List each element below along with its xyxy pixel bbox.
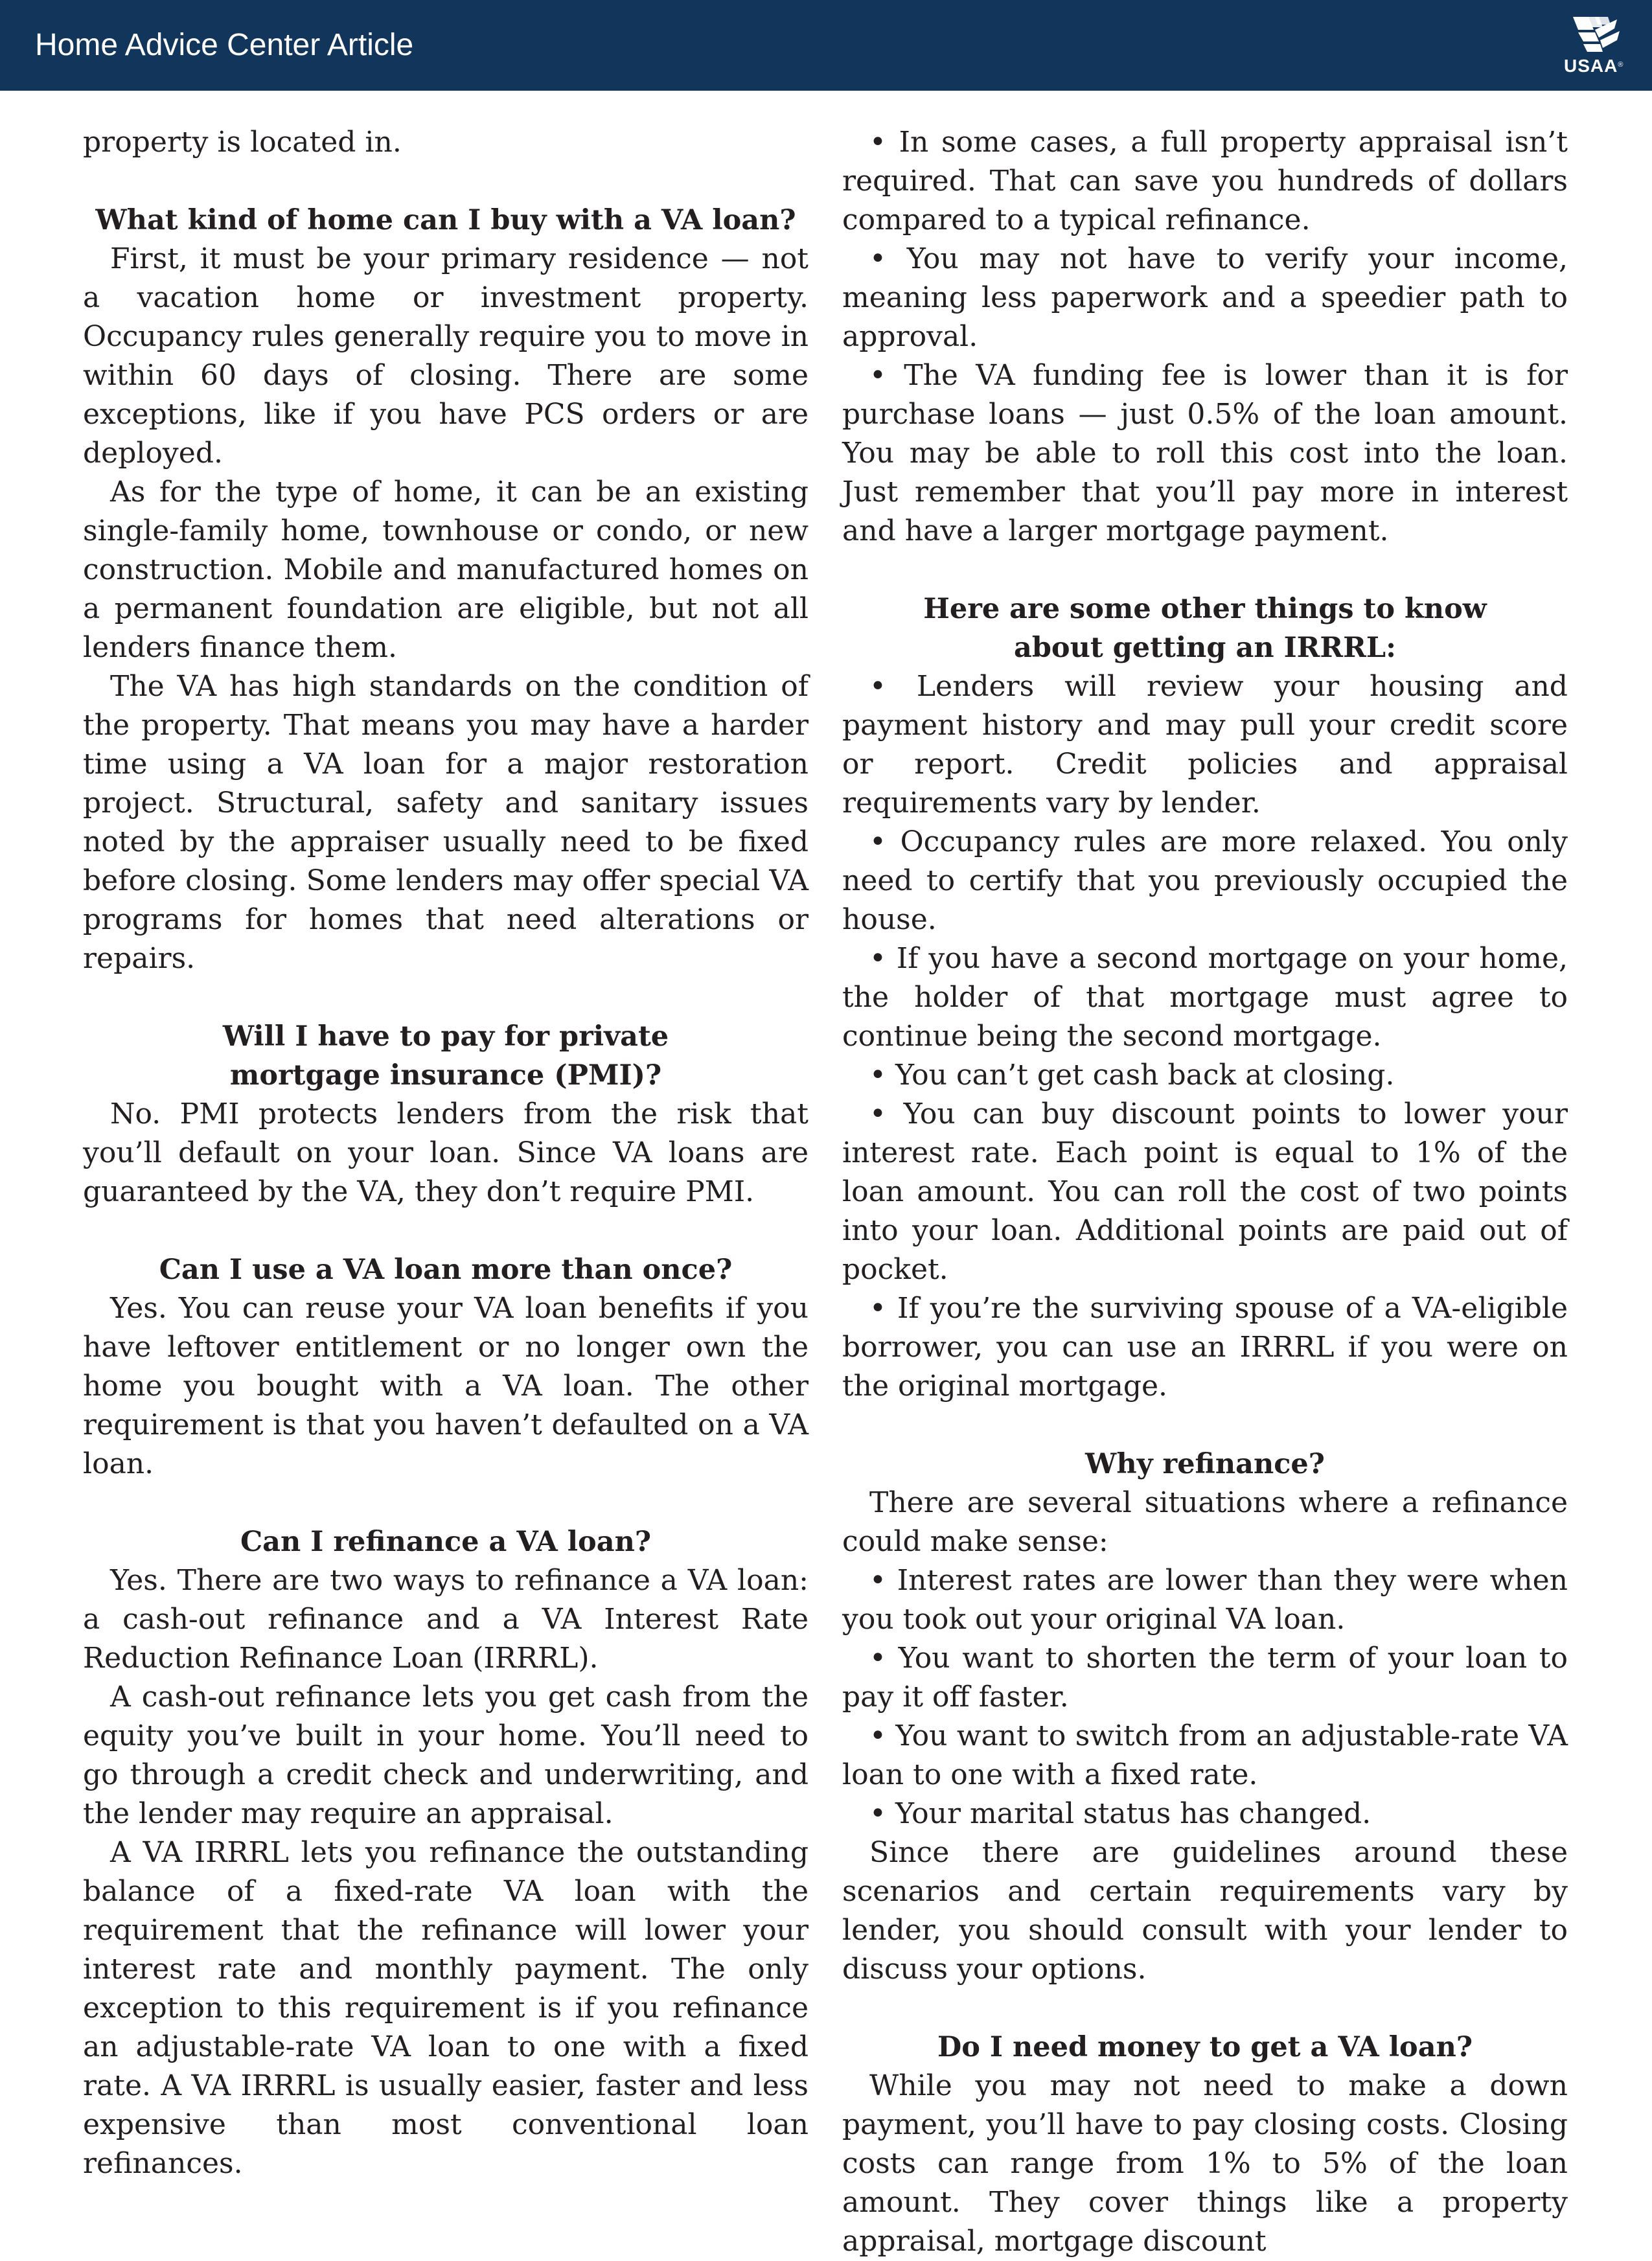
paragraph: The VA has high standards on the condition of the property. That means you may have a harder time using a VA loan for a major restoration project. Structural, safety and sanitary issues noted by the appraiser usually need to be fixed before closing. Some lenders may offer special VA programs for homes that need alterations or repairs. bbox=[83, 670, 809, 975]
section-heading: Why refinance? bbox=[1085, 1448, 1325, 1480]
bullet-item: • You can’t get cash back at closing. bbox=[842, 1056, 1568, 1095]
eagle-icon bbox=[1569, 14, 1621, 54]
heading-line: Will I have to pay for private bbox=[222, 1020, 669, 1053]
registered-mark: ® bbox=[1618, 61, 1624, 69]
bullet-item: • If you have a second mortgage on your home, the holder of that mortgage must agree to continue being the second mortgage. bbox=[842, 939, 1568, 1056]
bullet-item: • The VA funding fee is lower than it is for purchase loans — just 0.5% of the loan amount. You may be able to roll this cost into the loan. Just remember that you’ll pay more in interest and have a larger mortgage payment. bbox=[842, 356, 1568, 551]
paragraph: There are several situations where a refinance could make sense: bbox=[842, 1486, 1568, 1558]
bullet-item: • You can buy discount points to lower your interest rate. Each point is equal to 1% of the loan amount. You can roll the cost of two points into your loan. Additional points are paid out of pocket. bbox=[842, 1095, 1568, 1289]
bullet-item: • In some cases, a full property appraisal isn’t required. That can save you hundreds of dollars compared to a typical refinance. bbox=[842, 123, 1568, 240]
bullet-item: • You want to shorten the term of your loan to pay it off faster. bbox=[842, 1639, 1568, 1717]
section-heading: Do I need money to get a VA loan? bbox=[937, 2031, 1473, 2063]
bullet-item: • Interest rates are lower than they were when you took out your original VA loan. bbox=[842, 1561, 1568, 1639]
page-header bbox=[0, 0, 1652, 91]
section-heading: Can I refinance a VA loan? bbox=[240, 1526, 652, 1558]
section-heading bbox=[842, 590, 1568, 667]
paragraph: Since there are guidelines around these scenarios and certain requirements vary by lender, you should consult with your lender to discuss your options. bbox=[842, 1836, 1568, 1986]
bullet-item: • Occupancy rules are more relaxed. You only need to certify that you previously occupied the house. bbox=[842, 823, 1568, 939]
paragraph: First, it must be your primary residence — not a vacation home or investment property. Occupancy rules generally require you to move in within 60 days of closing. There are some exceptions, like if you have PCS orders or are deployed. bbox=[83, 242, 809, 470]
heading-line: mortgage insurance (PMI)? bbox=[229, 1059, 662, 1092]
usaa-logo bbox=[1560, 14, 1631, 79]
paragraph: Yes. There are two ways to refinance a VA loan: a cash-out refinance and a VA Interest Rate Reduction Refinance Loan (IRRRL). bbox=[83, 1564, 809, 1675]
paragraph: property is located in. bbox=[83, 126, 402, 159]
section-heading bbox=[83, 1017, 809, 1095]
right-column bbox=[842, 123, 1568, 2261]
left-column bbox=[83, 123, 809, 2183]
paragraph: Yes. You can reuse your VA loan benefits if you have leftover entitlement or no longer own the home you bought with a VA loan. The other requirement is that you haven’t defaulted on a VA loan. bbox=[83, 1292, 809, 1480]
bullet-item: • You may not have to verify your income, meaning less paperwork and a speedier path to approval. bbox=[842, 240, 1568, 356]
paragraph: While you may not need to make a down payment, you’ll have to pay closing costs. Closing costs can range from 1% to 5% of the loan amount. They cover things like a property appraisal, mortgage discount bbox=[842, 2069, 1568, 2258]
bullet-item: • You want to switch from an adjustable-rate VA loan to one with a fixed rate. bbox=[842, 1717, 1568, 1795]
logo-wordmark: USAA® bbox=[1564, 56, 1624, 76]
heading-line: Here are some other things to know bbox=[923, 593, 1487, 625]
bullet-item: • Lenders will review your housing and payment history and may pull your credit score or report. Credit policies and appraisal requirements vary by lender. bbox=[842, 667, 1568, 823]
heading-line: about getting an IRRRL: bbox=[1013, 632, 1396, 664]
bullet-item: • Your marital status has changed. bbox=[842, 1795, 1568, 1833]
paragraph: A cash-out refinance lets you get cash from the equity you’ve built in your home. You’ll need to go through a credit check and underwriting, and the lender may require an appraisal. bbox=[83, 1681, 809, 1830]
section-heading: What kind of home can I buy with a VA loan? bbox=[95, 204, 796, 236]
paragraph: As for the type of home, it can be an existing single-family home, townhouse or condo, or new construction. Mobile and manufactured homes on a permanent foundation are eligible, but not all lenders finance them. bbox=[83, 476, 809, 664]
section-heading: Can I use a VA loan more than once? bbox=[159, 1254, 733, 1286]
bullet-item: • If you’re the surviving spouse of a VA-eligible borrower, you can use an IRRRL if you were on the original mortgage. bbox=[842, 1289, 1568, 1406]
header-title: Home Advice Center Article bbox=[35, 28, 414, 62]
paragraph: A VA IRRRL lets you refinance the outstanding balance of a fixed-rate VA loan with the requirement that the refinance will lower your interest rate and monthly payment. The only exception to this requirement is if you refinance an adjustable-rate VA loan to one with a fixed rate. A VA IRRRL is usually easier, faster and less expensive than most conventional loan refinances. bbox=[83, 1836, 809, 2180]
paragraph: No. PMI protects lenders from the risk that you’ll default on your loan. Since VA loans are guaranteed by the VA, they don’t require PMI. bbox=[83, 1097, 809, 1208]
